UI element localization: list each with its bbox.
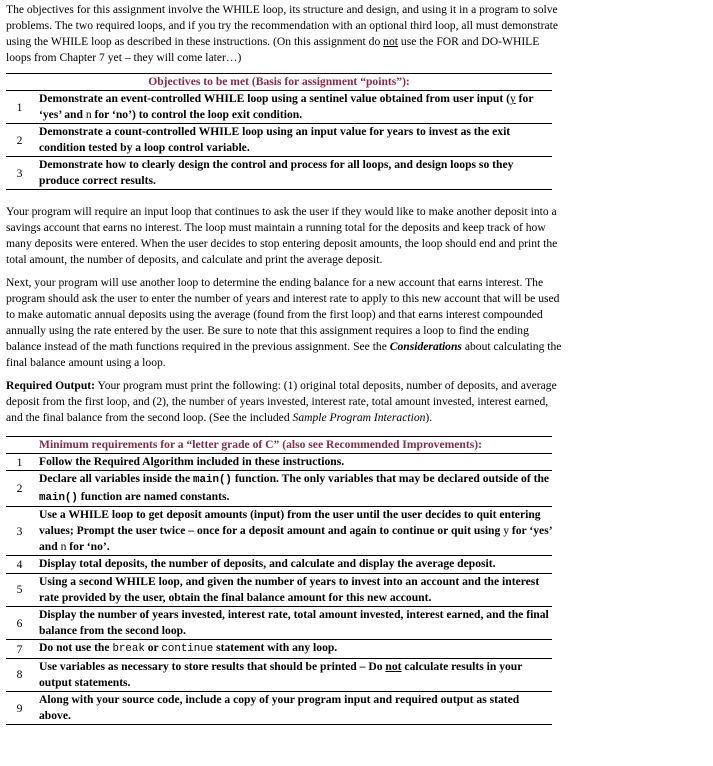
- requirement-row: [6, 640, 552, 658]
- requirement-number: 1: [6, 454, 33, 471]
- requirement-text: Display the number of years invested, interest rate, total amount invested, interest earned, and the final balance from the second loop.: [33, 607, 552, 640]
- objective-text: Demonstrate how to clearly design the control and process for all loops, and design loops so they produce correct results.: [33, 157, 552, 190]
- requirement-text: Use variables as necessary to store results that should be printed – Do not calculate results in your output statements.: [33, 658, 552, 691]
- requirement-number: 3: [6, 506, 33, 556]
- requirement-row: [6, 573, 552, 606]
- requirement-number: 4: [6, 556, 33, 573]
- requirement-number: 6: [6, 607, 33, 640]
- requirements-table: [6, 436, 552, 725]
- objective-text: Demonstrate an event-controlled WHILE loop using a sentinel value obtained from user input (y for ‘yes’ and n for ‘no’) to control the loop exit condition.: [33, 91, 552, 124]
- considerations-reference: Considerations: [389, 340, 462, 353]
- sample-interaction-reference: Sample Program Interaction: [292, 411, 426, 424]
- requirement-text: Using a second WHILE loop, and given the number of years to invest into an account and the interest rate provided by the user, obtain the final balance amount for this new account.: [33, 573, 552, 606]
- second-loop-paragraph: Next, your program will use another loop to determine the ending balance for a new account that earns interest. The program should ask the user to enter the number of years and interest rate to apply to this new account that will be used to make automatic annual deposits using the average (found from the first loop) and that earns interest compounded annually using the rate entered by the user. Be sure to note that this assignment requires a loop to find the ending balance instead of the math functions required in the previous assignment. See the Considerations about calculating the final balance amount using a loop.: [6, 276, 562, 369]
- requirement-text: Follow the Required Algorithm included in these instructions.: [33, 454, 552, 471]
- requirement-text: Declare all variables inside the main() function. The only variables that may be declared outside of the main() function are named constants.: [33, 471, 552, 506]
- objective-text: Demonstrate a count-controlled WHILE loop using an input value for years to invest as the exit condition tested by a loop control variable.: [33, 124, 552, 157]
- intro-text-end: use the FOR and DO-WHILE loops from Chapter 7 yet – they will come later…): [6, 35, 540, 64]
- objective-row: [6, 91, 552, 124]
- requirement-row: [6, 607, 552, 640]
- required-output-paragraph: Required Output: Your program must print the following: (1) original total deposits, number of deposits, and average deposit from the first loop, and (2), the number of years invested, interest rate, total amount invested, interest earned, and the final balance from the second loop. (See the included Sample Program Interaction).: [6, 379, 557, 424]
- objectives-header: Objectives to be met (Basis for assignment “points”):: [6, 74, 552, 91]
- objective-number: 1: [6, 91, 33, 124]
- requirement-row: [6, 556, 552, 573]
- intro-text: The objectives for this assignment involve the WHILE loop, its structure and design, and using it in a program to solve problems. The two required loops, and if you try the recommendation with an optional third loop, all must demonstrate using the WHILE loop as described in these instructions. (On this assignment do: [6, 3, 558, 48]
- intro-paragraph: [6, 2, 562, 66]
- objective-row: [6, 124, 552, 157]
- requirement-number: 7: [6, 640, 33, 658]
- requirement-row: [6, 454, 552, 471]
- requirement-row: [6, 658, 552, 691]
- objective-row: [6, 157, 552, 190]
- requirement-text: Do not use the break or continue statement with any loop.: [33, 640, 552, 658]
- objective-number: 3: [6, 157, 33, 190]
- requirement-number: 9: [6, 692, 33, 725]
- requirement-text: Use a WHILE loop to get deposit amounts (input) from the user until the user decides to quit entering values; Prompt the user twice – once for a deposit amount and again to continue or quit using y for ‘yes’ and n for ‘no’.: [33, 506, 552, 556]
- requirement-text: Display total deposits, the number of deposits, and calculate and display the average deposit.: [33, 556, 552, 573]
- intro-not-emphasis: not: [383, 35, 398, 48]
- required-output-label: Required Output:: [6, 379, 96, 392]
- requirement-row: [6, 506, 552, 556]
- objectives-table: [6, 73, 552, 190]
- requirement-text: Along with your source code, include a copy of your program input and required output as stated above.: [33, 692, 552, 725]
- requirement-row: [6, 471, 552, 506]
- input-loop-paragraph: Your program will require an input loop that continues to ask the user if they would like to make another deposit into a savings account that earns no interest. The loop must maintain a running total for the deposits and keep track of how many deposits were entered. When the user decides to stop entering deposit amounts, the loop should end and print the total amount, the number of deposits, and calculate and print the average deposit.: [6, 205, 558, 266]
- requirement-number: 2: [6, 471, 33, 506]
- requirements-header: Minimum requirements for a “letter grade of C” (also see Recommended Improvements):: [33, 437, 552, 454]
- objective-number: 2: [6, 124, 33, 157]
- requirement-number: 8: [6, 658, 33, 691]
- requirement-row: [6, 692, 552, 725]
- requirement-number: 5: [6, 573, 33, 606]
